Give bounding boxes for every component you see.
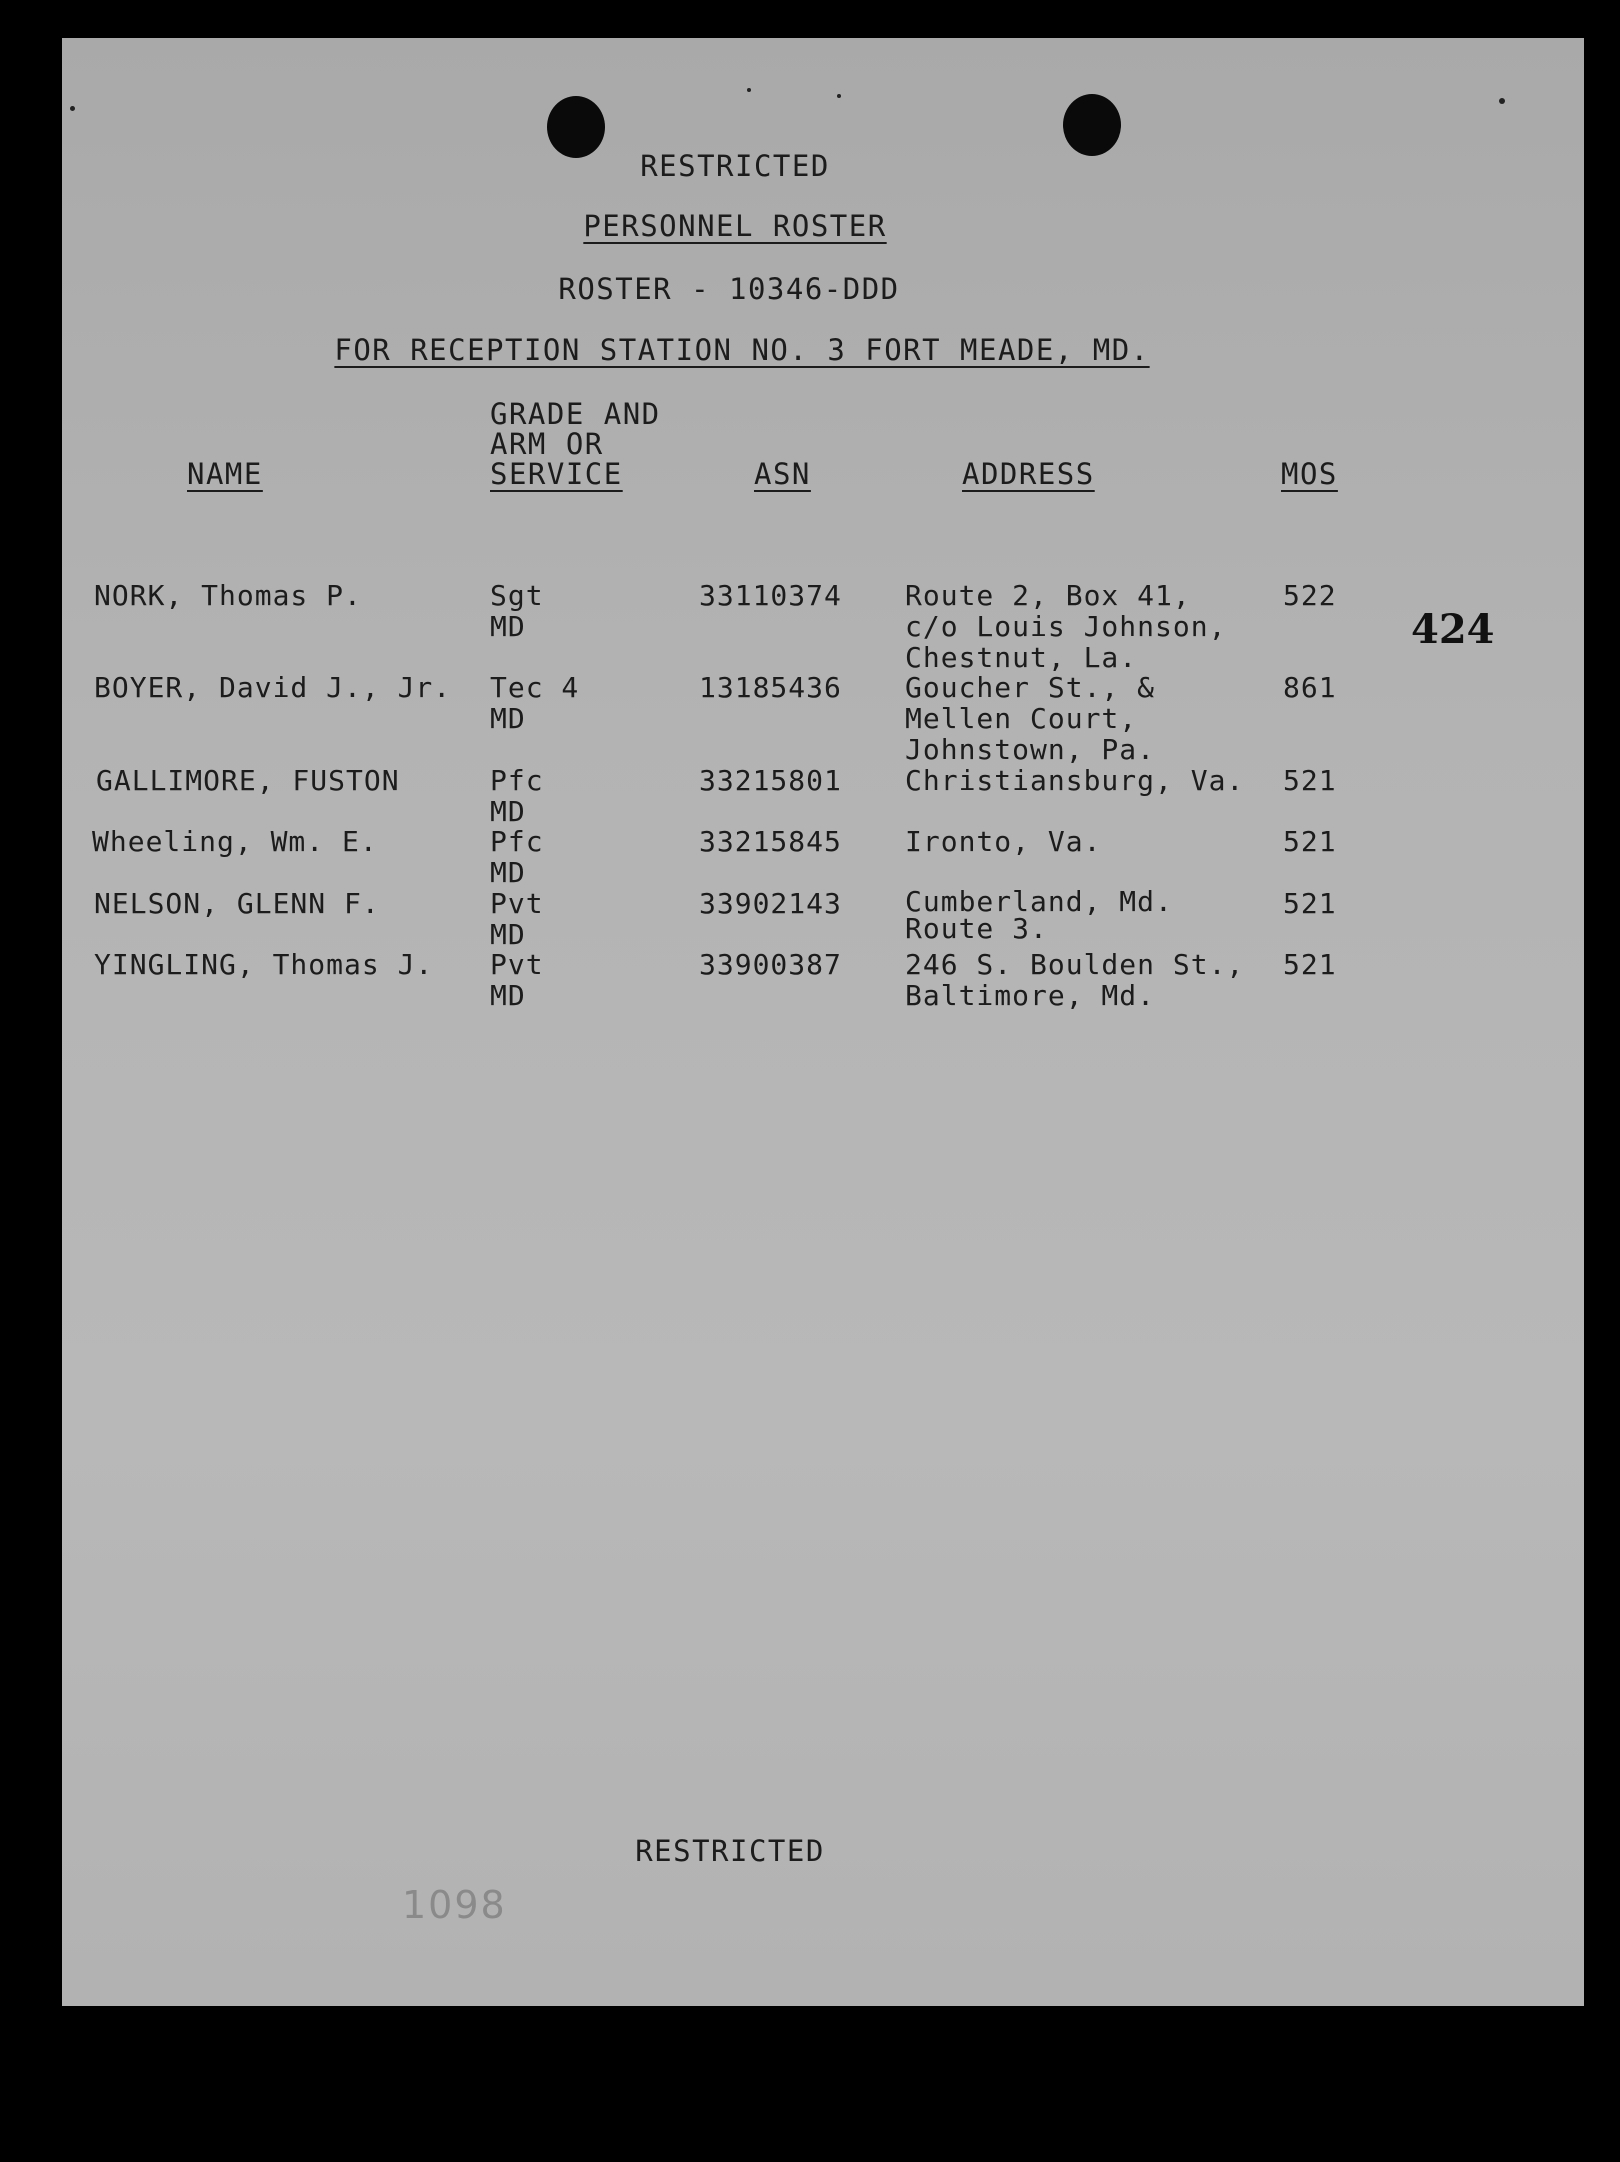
classification-top: RESTRICTED [640, 149, 830, 183]
page-number: 424 [1411, 606, 1495, 653]
row-3-grade: Pfc MD [490, 764, 544, 828]
classification-bottom: RESTRICTED [635, 1834, 825, 1868]
row-5-asn: 33902143 [699, 887, 842, 920]
column-header-address: ADDRESS [962, 457, 1095, 491]
row-6-name: YINGLING, Thomas J. [94, 948, 434, 981]
row-3-address: Christiansburg, Va. [905, 764, 1245, 797]
column-header-grade-2: ARM OR [490, 427, 604, 461]
row-1-mos: 522 [1283, 579, 1337, 612]
row-2-name: BOYER, David J., Jr. [94, 671, 452, 704]
row-2-address: Goucher St., & Mellen Court, Johnstown, Pa. [905, 671, 1156, 766]
row-2-grade: Tec 4 MD [490, 671, 580, 735]
speck [1499, 98, 1505, 104]
column-header-grade-3: SERVICE [490, 457, 623, 491]
row-2-asn: 13185436 [699, 671, 842, 704]
row-5-mos: 521 [1283, 887, 1337, 920]
speck [747, 88, 751, 92]
row-4-grade: Pfc MD [490, 825, 544, 889]
row-6-asn: 33900387 [699, 948, 842, 981]
row-3-mos: 521 [1283, 764, 1337, 797]
column-header-grade-1: GRADE AND [490, 397, 661, 431]
column-header-asn: ASN [754, 457, 811, 491]
punch-hole-left [547, 96, 605, 158]
punch-hole-right [1063, 94, 1121, 156]
row-6-address: 246 S. Boulden St., Baltimore, Md. [905, 948, 1245, 1012]
page-title: PERSONNEL ROSTER [583, 209, 887, 243]
row-3-asn: 33215801 [699, 764, 842, 797]
station-heading: FOR RECEPTION STATION NO. 3 FORT MEADE, MD. [334, 333, 1150, 367]
row-1-address: Route 2, Box 41, c/o Louis Johnson, Chestnut, La. [905, 579, 1227, 674]
row-4-asn: 33215845 [699, 825, 842, 858]
row-5-name: NELSON, GLENN F. [94, 887, 380, 920]
roster-number: ROSTER - 10346-DDD [558, 272, 900, 306]
document-page [62, 38, 1584, 2006]
row-4-address: Ironto, Va. [905, 825, 1102, 858]
row-1-grade: Sgt MD [490, 579, 544, 643]
column-header-mos: MOS [1281, 457, 1338, 491]
stamp-number: 1098 [402, 1883, 507, 1927]
row-1-asn: 33110374 [699, 579, 842, 612]
row-2-mos: 861 [1283, 671, 1337, 704]
row-6-mos: 521 [1283, 948, 1337, 981]
row-3-name: GALLIMORE, FUSTON [96, 764, 400, 797]
column-header-name: NAME [187, 457, 263, 491]
speck [70, 106, 75, 111]
row-4-name: Wheeling, Wm. E. [92, 825, 378, 858]
row-4-mos: 521 [1283, 825, 1337, 858]
row-5-address: Cumberland, Md. Route 3. [905, 885, 1173, 945]
row-5-grade: Pvt MD [490, 887, 544, 951]
speck [837, 94, 841, 98]
row-6-grade: Pvt MD [490, 948, 544, 1012]
row-1-name: NORK, Thomas P. [94, 579, 362, 612]
